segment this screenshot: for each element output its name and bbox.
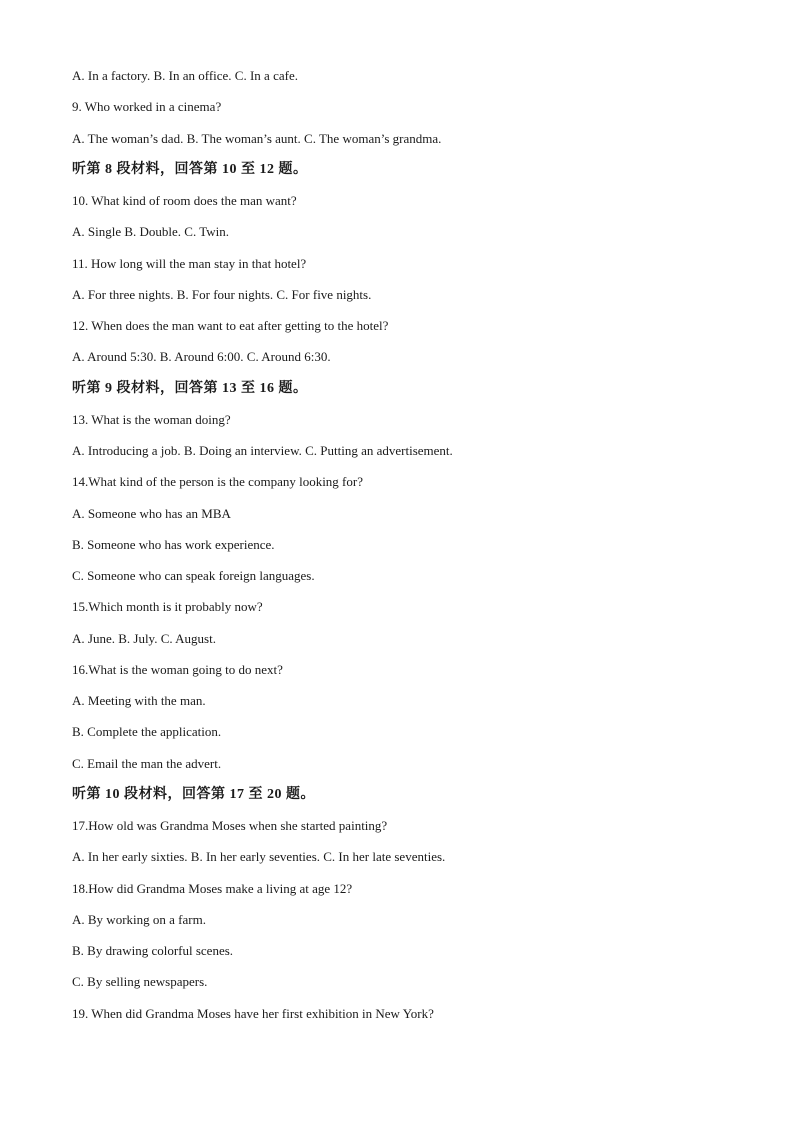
text-line: A. Meeting with the man. [72, 693, 206, 708]
text-line: A. Introducing a job. B. Doing an interview. C. Putting an advertisement. [72, 443, 453, 458]
text-line: A. For three nights. B. For four nights. C. For five nights. [72, 286, 372, 302]
text-line: 17.How old was Grandma Moses when she started painting? [72, 818, 388, 833]
section-heading: 听第 8 段材料，回答第 10 至 12 题。 [72, 161, 308, 177]
text-line: C. Someone who can speak foreign languages. [72, 568, 315, 583]
text-line: A. Someone who has an MBA [72, 505, 231, 521]
text-line: A. June. B. July. C. August. [72, 630, 216, 646]
text-line: B. By drawing colorful scenes. [72, 943, 234, 958]
text-line: 16.What is the woman going to do next? [72, 661, 283, 677]
text-line: 9. Who worked in a cinema? [72, 99, 222, 115]
text-line: A. Single B. Double. C. Twin. [72, 224, 230, 240]
text-line: A. In her early sixties. B. In her early seventies. C. In her late seventies. [72, 849, 446, 865]
text-line: A. By working on a farm. [72, 911, 206, 927]
text-line: A. In a factory. B. In an office. C. In a cafe. [72, 68, 298, 83]
text-line: 10. What kind of room does the man want? [72, 193, 297, 208]
text-line: 19. When did Grandma Moses have her first exhibition in New York? [72, 1005, 434, 1021]
text-line: B. Complete the application. [72, 724, 222, 740]
text-line: 12. When does the man want to eat after getting to the hotel? [72, 318, 389, 333]
text-line: A. The woman’s dad. B. The woman’s aunt. C. The woman’s grandma. [72, 130, 442, 146]
text-line: 14.What kind of the person is the company looking for? [72, 474, 363, 490]
text-line: C. By selling newspapers. [72, 974, 208, 990]
section-heading: 听第 10 段材料，回答第 17 至 20 题。 [72, 786, 315, 802]
section-heading: 听第 9 段材料，回答第 13 至 16 题。 [72, 380, 308, 396]
text-line: B. Someone who has work experience. [72, 536, 275, 552]
text-line: 15.Which month is it probably now? [72, 599, 263, 615]
text-line: 13. What is the woman doing? [72, 411, 231, 427]
text-line: A. Around 5:30. B. Around 6:00. C. Around 6:30. [72, 349, 331, 365]
text-line: 18.How did Grandma Moses make a living at age 12? [72, 880, 353, 896]
text-line: 11. How long will the man stay in that hotel? [72, 255, 307, 271]
text-line: C. Email the man the advert. [72, 755, 222, 771]
